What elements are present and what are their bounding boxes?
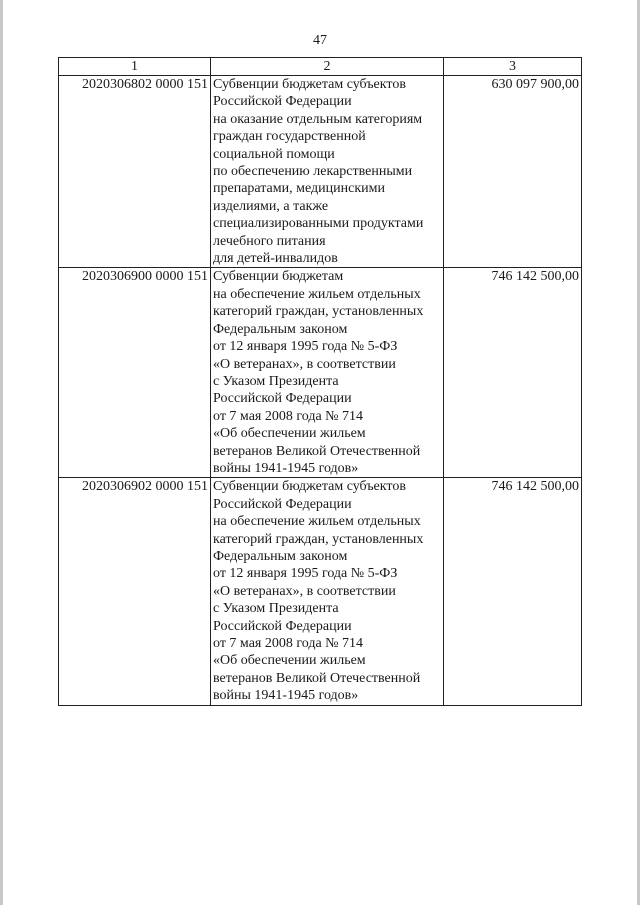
description-line: «Об обеспечении жильем xyxy=(213,653,366,669)
scan-edge-left xyxy=(0,0,3,905)
description-line: на оказание отдельным категориям xyxy=(213,111,423,127)
description-line: от 7 мая 2008 года № 714 xyxy=(213,408,364,424)
description-line: лечебного питания xyxy=(213,233,326,249)
description xyxy=(211,268,444,478)
table-row xyxy=(59,478,582,705)
description-line: Российской Федерации xyxy=(213,618,352,634)
description-line: «О ветеранах», в соответствии xyxy=(213,356,396,372)
table-row xyxy=(59,268,582,478)
description-line: «О ветеранах», в соответствии xyxy=(213,583,396,599)
description-line: от 7 мая 2008 года № 714 xyxy=(213,636,364,651)
description-line: Федеральным законом xyxy=(213,321,348,337)
description-line: ветеранов Великой Отечественной xyxy=(213,670,421,686)
header-row xyxy=(59,58,582,76)
budget-code: 2020306900 0000 151 xyxy=(59,268,211,478)
description xyxy=(211,76,444,268)
description-line: Российской Федерации xyxy=(213,496,352,512)
description xyxy=(211,478,444,705)
amount: 746 142 500,00 xyxy=(444,478,582,705)
description-line: «Об обеспечении жильем xyxy=(213,426,366,442)
budget-code: 2020306902 0000 151 xyxy=(59,478,211,705)
description-line: на обеспечение жильем отдельных xyxy=(213,286,421,302)
description-line: от 12 января 1995 года № 5-ФЗ xyxy=(213,566,398,582)
amount: 746 142 500,00 xyxy=(444,268,582,478)
description-line: граждан государственной xyxy=(213,129,366,145)
description-line: Субвенции бюджетам субъектов xyxy=(213,77,406,92)
description-line: Российской Федерации xyxy=(213,391,352,407)
column-header-1: 1 xyxy=(59,58,211,76)
description-line: от 12 января 1995 года № 5-ФЗ xyxy=(213,339,398,355)
amount: 630 097 900,00 xyxy=(444,76,582,268)
budget-code: 2020306802 0000 151 xyxy=(59,76,211,268)
description-line: войны 1941-1945 годов» xyxy=(213,460,359,476)
description-line: с Указом Президента xyxy=(213,601,339,617)
description-line: специализированными продуктами xyxy=(213,216,424,232)
description-line: Субвенции бюджетам xyxy=(213,269,344,285)
description-line: Федеральным законом xyxy=(213,548,348,564)
page-number: 47 xyxy=(313,33,327,48)
description-line: социальной помощи xyxy=(213,146,335,162)
column-header-2: 2 xyxy=(211,58,444,76)
table-row xyxy=(59,76,582,268)
description-line: по обеспечению лекарственными xyxy=(213,164,413,180)
description-line: категорий граждан, установленных xyxy=(213,304,424,320)
description-line: ветеранов Великой Отечественной xyxy=(213,443,421,459)
subvention-table xyxy=(58,57,582,706)
description-line: Российской Федерации xyxy=(213,94,352,110)
description-line: на обеспечение жильем отдельных xyxy=(213,514,421,530)
description-line: для детей-инвалидов xyxy=(213,251,338,267)
description-line: войны 1941-1945 годов» xyxy=(213,688,359,704)
description-line: категорий граждан, установленных xyxy=(213,531,424,547)
description-line: Субвенции бюджетам субъектов xyxy=(213,479,406,495)
column-header-3: 3 xyxy=(444,58,582,76)
description-line: изделиями, а также xyxy=(213,198,329,214)
description-line: препаратами, медицинскими xyxy=(213,181,385,197)
description-line: с Указом Президента xyxy=(213,373,339,389)
